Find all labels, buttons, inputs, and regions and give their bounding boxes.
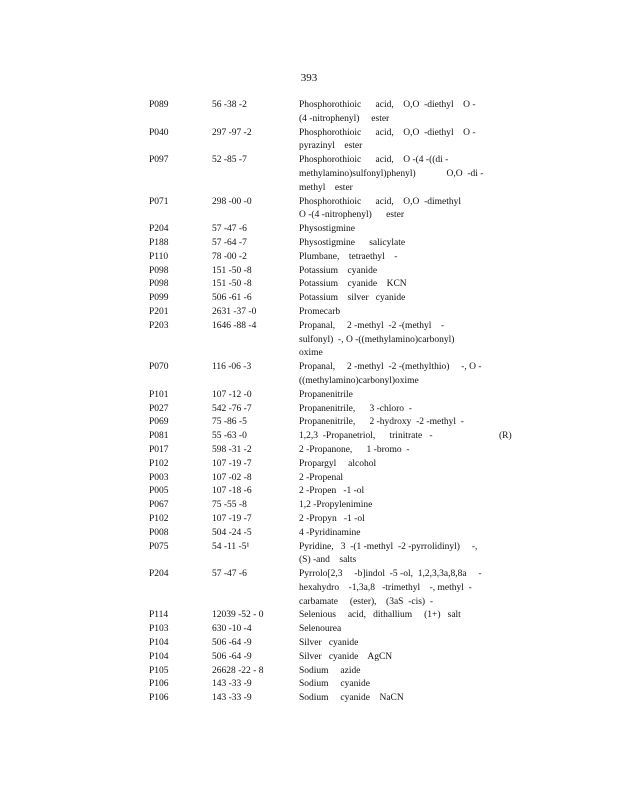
substance-name-line: Selenious acid, dithallium (1+) salt bbox=[299, 610, 461, 621]
waste-code: P017 bbox=[149, 444, 169, 455]
substance-name bbox=[299, 541, 485, 569]
table-row bbox=[149, 541, 519, 569]
cas-number: 297 -97 -2 bbox=[212, 127, 252, 138]
table-row bbox=[149, 223, 519, 237]
substance-name bbox=[299, 389, 485, 403]
cas-number: 107 -19 -7 bbox=[212, 513, 252, 524]
waste-code: P201 bbox=[149, 306, 169, 317]
substance-name bbox=[299, 430, 485, 444]
substance-name-line: pyrazinyl ester bbox=[299, 141, 363, 152]
cas-number: 506 -61 -6 bbox=[212, 293, 252, 304]
table-row bbox=[149, 99, 519, 127]
cas-number: 107 -18 -6 bbox=[212, 486, 252, 497]
cas-number: 504 -24 -5 bbox=[212, 527, 252, 538]
waste-code: P070 bbox=[149, 362, 169, 373]
substance-name-line: Propanal, 2 -methyl -2 -(methylthio) -, O - bbox=[299, 362, 482, 373]
reactivity-note: (R) bbox=[499, 431, 512, 442]
table-row bbox=[149, 154, 519, 195]
substance-name-line: 1,2,3 -Propanetriol, trinitrate - bbox=[299, 431, 433, 442]
table-row bbox=[149, 403, 519, 417]
substance-name bbox=[299, 458, 485, 472]
table-row bbox=[149, 527, 519, 541]
table-row bbox=[149, 416, 519, 430]
substance-name-line: Sodium cyanide bbox=[299, 679, 370, 690]
substance-name-line: Propanal, 2 -methyl -2 -(methyl - bbox=[299, 320, 445, 331]
cas-number: 151 -50 -8 bbox=[212, 265, 252, 276]
substance-name bbox=[299, 265, 485, 279]
waste-code: P102 bbox=[149, 513, 169, 524]
table-row bbox=[149, 568, 519, 609]
substance-name-line: oxime bbox=[299, 348, 323, 359]
substance-name bbox=[299, 292, 485, 306]
substance-name bbox=[299, 416, 485, 430]
substance-name-line: 1,2 -Propylenimine bbox=[299, 500, 373, 511]
waste-code: P071 bbox=[149, 196, 169, 207]
table-row bbox=[149, 196, 519, 224]
waste-code: P102 bbox=[149, 458, 169, 469]
hazardous-waste-table bbox=[149, 99, 519, 706]
substance-name bbox=[299, 320, 485, 361]
substance-name-line: O -(4 -nitrophenyl) ester bbox=[299, 210, 404, 221]
substance-name-line: methyl ester bbox=[299, 182, 353, 193]
waste-code: P027 bbox=[149, 403, 169, 414]
substance-name bbox=[299, 278, 485, 292]
table-row bbox=[149, 251, 519, 265]
cas-number: 542 -76 -7 bbox=[212, 403, 252, 414]
table-row bbox=[149, 458, 519, 472]
table-row bbox=[149, 499, 519, 513]
waste-code: P008 bbox=[149, 527, 169, 538]
substance-name bbox=[299, 154, 485, 195]
table-row bbox=[149, 609, 519, 623]
substance-name-line: 2 -Propenal bbox=[299, 472, 344, 483]
substance-name-line: Physostigmine salicylate bbox=[299, 237, 406, 248]
substance-name bbox=[299, 623, 485, 637]
substance-name bbox=[299, 306, 485, 320]
table-row bbox=[149, 430, 519, 444]
substance-name bbox=[299, 609, 485, 623]
substance-name-line: Promecarb bbox=[299, 306, 341, 317]
substance-name-line: ((methylamino)carbonyl)oxime bbox=[299, 375, 419, 386]
substance-name-line: Propanenitrile bbox=[299, 389, 353, 400]
waste-code: P204 bbox=[149, 224, 169, 235]
table-row bbox=[149, 127, 519, 155]
table-row bbox=[149, 623, 519, 637]
waste-code: P101 bbox=[149, 389, 169, 400]
substance-name bbox=[299, 527, 485, 541]
waste-code: P105 bbox=[149, 665, 169, 676]
substance-name-line: Phosphorothioic acid, O -(4 -((di - bbox=[299, 155, 449, 166]
substance-name bbox=[299, 361, 485, 389]
substance-name-line: Propanenitrile, 2 -hydroxy -2 -methyl - bbox=[299, 417, 464, 428]
cas-number: 52 -85 -7 bbox=[212, 155, 247, 166]
substance-name-line: 2 -Propyn -1 -ol bbox=[299, 513, 365, 524]
waste-code: P081 bbox=[149, 431, 169, 442]
table-row bbox=[149, 513, 519, 527]
substance-name-line: Pyridine, 3 -(1 -methyl -2 -pyrrolidinyl) -, bbox=[299, 541, 478, 552]
cas-number: 298 -00 -0 bbox=[212, 196, 252, 207]
substance-name bbox=[299, 692, 485, 706]
substance-name bbox=[299, 651, 485, 665]
table-row bbox=[149, 292, 519, 306]
waste-code: P103 bbox=[149, 624, 169, 635]
substance-name-line: carbamate (ester), (3aS -cis) - bbox=[299, 596, 433, 607]
table-row bbox=[149, 692, 519, 706]
waste-code: P040 bbox=[149, 127, 169, 138]
substance-name bbox=[299, 637, 485, 651]
substance-name-line: sulfonyl) -, O -((methylamino)carbonyl) bbox=[299, 334, 455, 345]
substance-name bbox=[299, 196, 485, 224]
substance-name-line: Silver cyanide AgCN bbox=[299, 651, 393, 662]
substance-name bbox=[299, 499, 485, 513]
cas-number: 506 -64 -9 bbox=[212, 651, 252, 662]
substance-name bbox=[299, 99, 485, 127]
substance-name-line: Potassium cyanide bbox=[299, 265, 378, 276]
substance-name bbox=[299, 678, 485, 692]
table-row bbox=[149, 651, 519, 665]
waste-code: P106 bbox=[149, 693, 169, 704]
waste-code: P104 bbox=[149, 651, 169, 662]
substance-name bbox=[299, 568, 485, 609]
waste-code: P098 bbox=[149, 265, 169, 276]
cas-number: 75 -55 -8 bbox=[212, 500, 247, 511]
waste-code: P188 bbox=[149, 237, 169, 248]
substance-name-line: Silver cyanide bbox=[299, 638, 359, 649]
substance-name-line: Phosphorothioic acid, O,O -dimethyl bbox=[299, 196, 462, 207]
table-row bbox=[149, 265, 519, 279]
substance-name-line: Propargyl alcohol bbox=[299, 458, 377, 469]
waste-code: P106 bbox=[149, 679, 169, 690]
cas-number: 107 -12 -0 bbox=[212, 389, 252, 400]
waste-code: P003 bbox=[149, 472, 169, 483]
cas-number: 57 -64 -7 bbox=[212, 237, 247, 248]
waste-code: P204 bbox=[149, 569, 169, 580]
waste-code: P203 bbox=[149, 320, 169, 331]
cas-number: 107 -19 -7 bbox=[212, 458, 252, 469]
cas-number: 506 -64 -9 bbox=[212, 638, 252, 649]
waste-code: P089 bbox=[149, 100, 169, 110]
cas-number: 143 -33 -9 bbox=[212, 679, 252, 690]
cas-number: 598 -31 -2 bbox=[212, 444, 252, 455]
substance-name-line: Selenourea bbox=[299, 624, 342, 635]
cas-number: 630 -10 -4 bbox=[212, 624, 252, 635]
substance-name-line: (4 -nitrophenyl) ester bbox=[299, 113, 390, 124]
substance-name-line: 2 -Propen -1 -ol bbox=[299, 486, 365, 497]
substance-name-line: Potassium cyanide KCN bbox=[299, 279, 407, 290]
waste-code: P098 bbox=[149, 279, 169, 290]
substance-name-line: Plumbane, tetraethyl - bbox=[299, 251, 398, 262]
cas-number: 54 -11 -5¹ bbox=[212, 541, 250, 552]
waste-code: P099 bbox=[149, 293, 169, 304]
cas-number: 57 -47 -6 bbox=[212, 569, 247, 580]
substance-name bbox=[299, 403, 485, 417]
substance-name bbox=[299, 444, 485, 458]
substance-name-line: 2 -Propanone, 1 -bromo - bbox=[299, 444, 410, 455]
substance-name-line: Sodium cyanide NaCN bbox=[299, 693, 404, 704]
cas-number: 12039 -52 - 0 bbox=[212, 610, 264, 621]
substance-name bbox=[299, 472, 485, 486]
table-row bbox=[149, 361, 519, 389]
substance-name-line: Potassium silver cyanide bbox=[299, 293, 406, 304]
substance-name-line: hexahydro -1,3a,8 -trimethyl -, methyl - bbox=[299, 582, 472, 593]
waste-code: P097 bbox=[149, 155, 169, 166]
cas-number: 57 -47 -6 bbox=[212, 224, 247, 235]
substance-name bbox=[299, 485, 485, 499]
substance-name-line: Phosphorothioic acid, O,O -diethyl O - bbox=[299, 100, 476, 110]
waste-code: P114 bbox=[149, 610, 169, 621]
cas-number: 116 -06 -3 bbox=[212, 362, 252, 373]
table-row bbox=[149, 278, 519, 292]
substance-name-line: Phosphorothioic acid, O,O -diethyl O - bbox=[299, 127, 476, 138]
substance-name bbox=[299, 237, 485, 251]
table-row bbox=[149, 665, 519, 679]
waste-code: P067 bbox=[149, 500, 169, 511]
page-number: 393 bbox=[300, 72, 318, 84]
substance-name-line: Pyrrolo[2,3 -b]indol -5 -ol, 1,2,3,3a,8,8a - bbox=[299, 569, 482, 580]
table-row bbox=[149, 444, 519, 458]
table-row bbox=[149, 389, 519, 403]
cas-number: 56 -38 -2 bbox=[212, 100, 247, 110]
substance-name bbox=[299, 513, 485, 527]
substance-name-line: 4 -Pyridinamine bbox=[299, 527, 361, 538]
cas-number: 143 -33 -9 bbox=[212, 693, 252, 704]
cas-number: 26628 -22 - 8 bbox=[212, 665, 264, 676]
waste-code: P075 bbox=[149, 541, 169, 552]
substance-name bbox=[299, 665, 485, 679]
waste-code: P069 bbox=[149, 417, 169, 428]
table-row bbox=[149, 678, 519, 692]
cas-number: 151 -50 -8 bbox=[212, 279, 252, 290]
table-row bbox=[149, 485, 519, 499]
table-row bbox=[149, 320, 519, 361]
substance-name-line: (S) -and salts bbox=[299, 555, 357, 566]
waste-code: P104 bbox=[149, 638, 169, 649]
substance-name-line: Physostigmine bbox=[299, 224, 355, 235]
substance-name bbox=[299, 223, 485, 237]
table-row bbox=[149, 472, 519, 486]
table-row bbox=[149, 637, 519, 651]
substance-name-line: Propanenitrile, 3 -chloro - bbox=[299, 403, 412, 414]
cas-number: 107 -02 -8 bbox=[212, 472, 252, 483]
cas-number: 75 -86 -5 bbox=[212, 417, 247, 428]
substance-name-line: Sodium azide bbox=[299, 665, 361, 676]
cas-number: 78 -00 -2 bbox=[212, 251, 247, 262]
substance-name bbox=[299, 251, 485, 265]
waste-code: P005 bbox=[149, 486, 169, 497]
cas-number: 2631 -37 -0 bbox=[212, 306, 257, 317]
cas-number: 55 -63 -0 bbox=[212, 431, 247, 442]
substance-name-line: methylamino)sulfonyl)phenyl) O,O -di - bbox=[299, 168, 484, 179]
table-row bbox=[149, 306, 519, 320]
table-row bbox=[149, 237, 519, 251]
substance-name bbox=[299, 127, 485, 155]
cas-number: 1646 -88 -4 bbox=[212, 320, 257, 331]
waste-code: P110 bbox=[149, 251, 169, 262]
